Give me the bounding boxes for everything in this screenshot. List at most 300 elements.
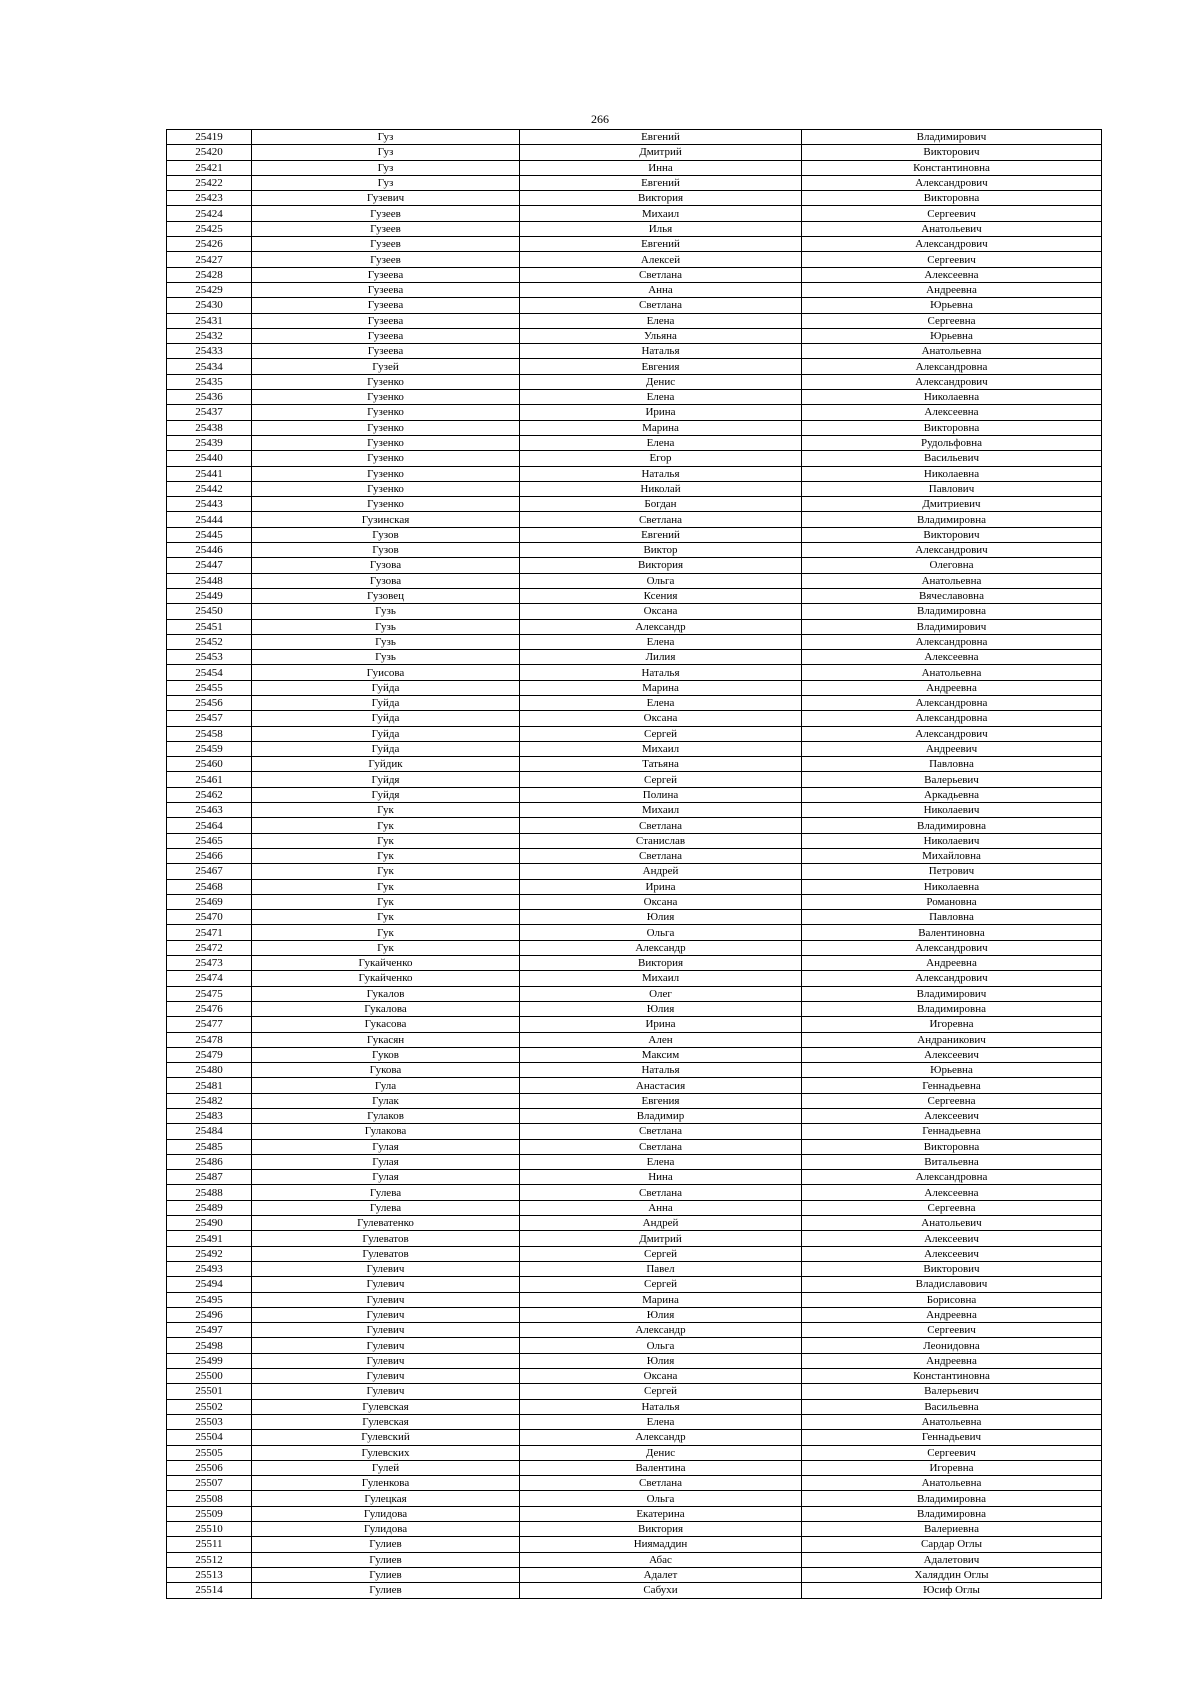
first-name-cell: Анастасия (520, 1078, 802, 1093)
table-row (167, 986, 1102, 1001)
first-name-cell: Светлана (520, 267, 802, 282)
surname-cell: Гук (252, 910, 520, 925)
patronymic-cell: Викторовна (802, 1139, 1102, 1154)
patronymic-cell: Алексеевна (802, 1185, 1102, 1200)
first-name-cell: Александр (520, 1430, 802, 1445)
patronymic-cell: Геннадьевна (802, 1078, 1102, 1093)
table-row (167, 1246, 1102, 1261)
first-name-cell: Ксения (520, 588, 802, 603)
first-name-cell: Оксана (520, 1369, 802, 1384)
table-row (167, 803, 1102, 818)
surname-cell: Гузенко (252, 481, 520, 496)
patronymic-cell: Павловна (802, 910, 1102, 925)
surname-cell: Гуйдя (252, 772, 520, 787)
first-name-cell: Юлия (520, 1307, 802, 1322)
first-name-cell: Андрей (520, 864, 802, 879)
first-name-cell: Елена (520, 1154, 802, 1169)
surname-cell: Гузенко (252, 420, 520, 435)
record-number-cell: 25438 (167, 420, 252, 435)
surname-cell: Гук (252, 879, 520, 894)
first-name-cell: Светлана (520, 818, 802, 833)
record-number-cell: 25435 (167, 374, 252, 389)
patronymic-cell: Анатольевич (802, 1216, 1102, 1231)
patronymic-cell: Викторовна (802, 420, 1102, 435)
table-row (167, 711, 1102, 726)
record-number-cell: 25485 (167, 1139, 252, 1154)
table-row (167, 282, 1102, 297)
record-number-cell: 25471 (167, 925, 252, 940)
surname-cell: Гулидова (252, 1506, 520, 1521)
first-name-cell: Марина (520, 680, 802, 695)
patronymic-cell: Павловна (802, 757, 1102, 772)
record-number-cell: 25477 (167, 1017, 252, 1032)
record-number-cell: 25500 (167, 1369, 252, 1384)
table-row (167, 879, 1102, 894)
patronymic-cell: Викторович (802, 145, 1102, 160)
first-name-cell: Сергей (520, 1384, 802, 1399)
record-number-cell: 25491 (167, 1231, 252, 1246)
patronymic-cell: Николаевна (802, 466, 1102, 481)
table-row (167, 1338, 1102, 1353)
patronymic-cell: Викторовна (802, 191, 1102, 206)
record-number-cell: 25428 (167, 267, 252, 282)
first-name-cell: Михаил (520, 971, 802, 986)
table-row (167, 1506, 1102, 1521)
patronymic-cell: Андреевна (802, 1307, 1102, 1322)
first-name-cell: Елена (520, 634, 802, 649)
first-name-cell: Наталья (520, 344, 802, 359)
surname-cell: Гулевич (252, 1353, 520, 1368)
patronymic-cell: Валерьевич (802, 1384, 1102, 1399)
table-row (167, 527, 1102, 542)
table-row (167, 558, 1102, 573)
surname-cell: Гузей (252, 359, 520, 374)
first-name-cell: Наталья (520, 1399, 802, 1414)
table-row (167, 573, 1102, 588)
patronymic-cell: Юсиф Оглы (802, 1583, 1102, 1598)
record-number-cell: 25492 (167, 1246, 252, 1261)
surname-cell: Гуз (252, 145, 520, 160)
record-number-cell: 25443 (167, 497, 252, 512)
record-number-cell: 25420 (167, 145, 252, 160)
surname-cell: Гуйда (252, 680, 520, 695)
record-number-cell: 25473 (167, 956, 252, 971)
surname-cell: Гулевская (252, 1399, 520, 1414)
first-name-cell: Анна (520, 1200, 802, 1215)
patronymic-cell: Анатольевна (802, 1414, 1102, 1429)
first-name-cell: Николай (520, 481, 802, 496)
table-row (167, 818, 1102, 833)
table-row (167, 665, 1102, 680)
record-number-cell: 25440 (167, 451, 252, 466)
surname-cell: Гузь (252, 650, 520, 665)
surname-cell: Гузенко (252, 451, 520, 466)
record-number-cell: 25442 (167, 481, 252, 496)
table-row (167, 741, 1102, 756)
record-number-cell: 25489 (167, 1200, 252, 1215)
record-number-cell: 25475 (167, 986, 252, 1001)
surname-cell: Гузенко (252, 390, 520, 405)
patronymic-cell: Анатольевна (802, 344, 1102, 359)
patronymic-cell: Алексеевна (802, 650, 1102, 665)
surname-cell: Гулакова (252, 1124, 520, 1139)
table-row (167, 481, 1102, 496)
surname-cell: Гузь (252, 634, 520, 649)
table-row (167, 206, 1102, 221)
patronymic-cell: Александрович (802, 374, 1102, 389)
patronymic-cell: Александрович (802, 237, 1102, 252)
patronymic-cell: Анатольевна (802, 573, 1102, 588)
patronymic-cell: Сергеевич (802, 1445, 1102, 1460)
surname-cell: Гузь (252, 619, 520, 634)
surname-cell: Гулевич (252, 1292, 520, 1307)
first-name-cell: Адалет (520, 1567, 802, 1582)
surname-cell: Гулева (252, 1200, 520, 1215)
patronymic-cell: Александровна (802, 695, 1102, 710)
surname-cell: Гулая (252, 1170, 520, 1185)
table-row (167, 1399, 1102, 1414)
table-row (167, 374, 1102, 389)
record-number-cell: 25493 (167, 1261, 252, 1276)
record-number-cell: 25455 (167, 680, 252, 695)
surname-cell: Гулева (252, 1185, 520, 1200)
patronymic-cell: Павлович (802, 481, 1102, 496)
patronymic-cell: Владимировна (802, 818, 1102, 833)
patronymic-cell: Юрьевна (802, 328, 1102, 343)
surname-cell: Гузов (252, 527, 520, 542)
table-row (167, 848, 1102, 863)
record-number-cell: 25478 (167, 1032, 252, 1047)
first-name-cell: Наталья (520, 665, 802, 680)
record-number-cell: 25419 (167, 130, 252, 145)
surname-cell: Гук (252, 894, 520, 909)
table-row (167, 1139, 1102, 1154)
first-name-cell: Абас (520, 1552, 802, 1567)
register-table (166, 129, 1102, 1599)
patronymic-cell: Николаевич (802, 803, 1102, 818)
patronymic-cell: Николаевна (802, 879, 1102, 894)
patronymic-cell: Алексеевич (802, 1047, 1102, 1062)
patronymic-cell: Александрович (802, 175, 1102, 190)
record-number-cell: 25422 (167, 175, 252, 190)
first-name-cell: Денис (520, 1445, 802, 1460)
surname-cell: Гуйда (252, 726, 520, 741)
record-number-cell: 25479 (167, 1047, 252, 1062)
record-number-cell: 25446 (167, 543, 252, 558)
patronymic-cell: Александрович (802, 543, 1102, 558)
patronymic-cell: Андраникович (802, 1032, 1102, 1047)
record-number-cell: 25497 (167, 1323, 252, 1338)
surname-cell: Гулидова (252, 1522, 520, 1537)
patronymic-cell: Сардар Оглы (802, 1537, 1102, 1552)
surname-cell: Гузенко (252, 374, 520, 389)
record-number-cell: 25504 (167, 1430, 252, 1445)
surname-cell: Гулиев (252, 1537, 520, 1552)
first-name-cell: Алексей (520, 252, 802, 267)
surname-cell: Гузеева (252, 344, 520, 359)
surname-cell: Гулак (252, 1093, 520, 1108)
table-row (167, 1185, 1102, 1200)
record-number-cell: 25505 (167, 1445, 252, 1460)
table-row (167, 130, 1102, 145)
patronymic-cell: Анатольевна (802, 1476, 1102, 1491)
first-name-cell: Сергей (520, 1246, 802, 1261)
table-row (167, 1445, 1102, 1460)
patronymic-cell: Сергеевна (802, 1200, 1102, 1215)
record-number-cell: 25460 (167, 757, 252, 772)
table-row (167, 650, 1102, 665)
table-row (167, 833, 1102, 848)
first-name-cell: Александр (520, 619, 802, 634)
first-name-cell: Егор (520, 451, 802, 466)
first-name-cell: Татьяна (520, 757, 802, 772)
record-number-cell: 25459 (167, 741, 252, 756)
table-row (167, 1552, 1102, 1567)
surname-cell: Гузинская (252, 512, 520, 527)
surname-cell: Гузова (252, 558, 520, 573)
patronymic-cell: Олеговна (802, 558, 1102, 573)
first-name-cell: Оксана (520, 604, 802, 619)
table-row (167, 512, 1102, 527)
table-row (167, 1032, 1102, 1047)
first-name-cell: Оксана (520, 894, 802, 909)
first-name-cell: Лилия (520, 650, 802, 665)
record-number-cell: 25472 (167, 940, 252, 955)
surname-cell: Гуйда (252, 695, 520, 710)
patronymic-cell: Романовна (802, 894, 1102, 909)
first-name-cell: Екатерина (520, 1506, 802, 1521)
patronymic-cell: Алексеевич (802, 1109, 1102, 1124)
record-number-cell: 25464 (167, 818, 252, 833)
patronymic-cell: Владимирович (802, 130, 1102, 145)
record-number-cell: 25508 (167, 1491, 252, 1506)
first-name-cell: Светлана (520, 848, 802, 863)
patronymic-cell: Владимирович (802, 619, 1102, 634)
surname-cell: Гулеватов (252, 1246, 520, 1261)
table-row (167, 1369, 1102, 1384)
surname-cell: Гуисова (252, 665, 520, 680)
surname-cell: Гулеватов (252, 1231, 520, 1246)
patronymic-cell: Александрович (802, 726, 1102, 741)
surname-cell: Гулевич (252, 1277, 520, 1292)
record-number-cell: 25431 (167, 313, 252, 328)
register-body (167, 130, 1102, 1599)
surname-cell: Гук (252, 940, 520, 955)
record-number-cell: 25424 (167, 206, 252, 221)
patronymic-cell: Дмитриевич (802, 497, 1102, 512)
record-number-cell: 25449 (167, 588, 252, 603)
surname-cell: Гузова (252, 573, 520, 588)
first-name-cell: Оксана (520, 711, 802, 726)
surname-cell: Гузенко (252, 497, 520, 512)
patronymic-cell: Владимирович (802, 986, 1102, 1001)
table-row (167, 1063, 1102, 1078)
table-row (167, 160, 1102, 175)
patronymic-cell: Анатольевна (802, 665, 1102, 680)
table-row (167, 695, 1102, 710)
table-row (167, 1491, 1102, 1506)
table-row (167, 588, 1102, 603)
record-number-cell: 25509 (167, 1506, 252, 1521)
record-number-cell: 25510 (167, 1522, 252, 1537)
patronymic-cell: Петрович (802, 864, 1102, 879)
first-name-cell: Евгения (520, 1093, 802, 1108)
table-row (167, 1414, 1102, 1429)
record-number-cell: 25426 (167, 237, 252, 252)
first-name-cell: Виктория (520, 956, 802, 971)
table-row (167, 1292, 1102, 1307)
surname-cell: Гузеев (252, 252, 520, 267)
first-name-cell: Владимир (520, 1109, 802, 1124)
first-name-cell: Ален (520, 1032, 802, 1047)
first-name-cell: Полина (520, 787, 802, 802)
record-number-cell: 25502 (167, 1399, 252, 1414)
surname-cell: Гулеватенко (252, 1216, 520, 1231)
first-name-cell: Александр (520, 940, 802, 955)
record-number-cell: 25501 (167, 1384, 252, 1399)
table-row (167, 543, 1102, 558)
table-row (167, 894, 1102, 909)
first-name-cell: Илья (520, 221, 802, 236)
table-row (167, 145, 1102, 160)
patronymic-cell: Алексеевич (802, 1246, 1102, 1261)
record-number-cell: 25490 (167, 1216, 252, 1231)
first-name-cell: Ирина (520, 405, 802, 420)
table-row (167, 1231, 1102, 1246)
record-number-cell: 25468 (167, 879, 252, 894)
surname-cell: Гуйда (252, 711, 520, 726)
patronymic-cell: Борисовна (802, 1292, 1102, 1307)
record-number-cell: 25427 (167, 252, 252, 267)
table-row (167, 405, 1102, 420)
surname-cell: Гуйдя (252, 787, 520, 802)
first-name-cell: Виктория (520, 191, 802, 206)
table-row (167, 910, 1102, 925)
patronymic-cell: Андреевна (802, 680, 1102, 695)
patronymic-cell: Викторович (802, 1261, 1102, 1276)
record-number-cell: 25513 (167, 1567, 252, 1582)
table-row (167, 1001, 1102, 1016)
surname-cell: Гула (252, 1078, 520, 1093)
surname-cell: Гуз (252, 160, 520, 175)
surname-cell: Гулевич (252, 1307, 520, 1322)
record-number-cell: 25423 (167, 191, 252, 206)
first-name-cell: Виктор (520, 543, 802, 558)
patronymic-cell: Анатольевич (802, 221, 1102, 236)
patronymic-cell: Сергеевич (802, 1323, 1102, 1338)
record-number-cell: 25467 (167, 864, 252, 879)
table-row (167, 1261, 1102, 1276)
record-number-cell: 25436 (167, 390, 252, 405)
patronymic-cell: Геннадьевна (802, 1124, 1102, 1139)
first-name-cell: Андрей (520, 1216, 802, 1231)
first-name-cell: Виктория (520, 1522, 802, 1537)
record-number-cell: 25433 (167, 344, 252, 359)
surname-cell: Гулаков (252, 1109, 520, 1124)
table-row (167, 1567, 1102, 1582)
record-number-cell: 25499 (167, 1353, 252, 1368)
record-number-cell: 25498 (167, 1338, 252, 1353)
patronymic-cell: Владимировна (802, 1506, 1102, 1521)
surname-cell: Гузеева (252, 328, 520, 343)
table-row (167, 1200, 1102, 1215)
table-row (167, 1093, 1102, 1108)
surname-cell: Гукасова (252, 1017, 520, 1032)
surname-cell: Гуйда (252, 741, 520, 756)
table-row (167, 328, 1102, 343)
table-row (167, 344, 1102, 359)
table-row (167, 359, 1102, 374)
surname-cell: Гулиев (252, 1552, 520, 1567)
first-name-cell: Наталья (520, 466, 802, 481)
table-row (167, 435, 1102, 450)
first-name-cell: Ирина (520, 879, 802, 894)
patronymic-cell: Андреевна (802, 1353, 1102, 1368)
record-number-cell: 25453 (167, 650, 252, 665)
record-number-cell: 25447 (167, 558, 252, 573)
table-row (167, 634, 1102, 649)
first-name-cell: Валентина (520, 1460, 802, 1475)
surname-cell: Гузенко (252, 435, 520, 450)
first-name-cell: Наталья (520, 1063, 802, 1078)
first-name-cell: Виктория (520, 558, 802, 573)
surname-cell: Гулевич (252, 1384, 520, 1399)
record-number-cell: 25484 (167, 1124, 252, 1139)
table-row (167, 1109, 1102, 1124)
table-row (167, 1460, 1102, 1475)
record-number-cell: 25486 (167, 1154, 252, 1169)
surname-cell: Гук (252, 833, 520, 848)
first-name-cell: Сергей (520, 772, 802, 787)
surname-cell: Гузеева (252, 298, 520, 313)
record-number-cell: 25454 (167, 665, 252, 680)
first-name-cell: Светлана (520, 1185, 802, 1200)
first-name-cell: Елена (520, 390, 802, 405)
table-row (167, 772, 1102, 787)
table-row (167, 940, 1102, 955)
surname-cell: Гулевских (252, 1445, 520, 1460)
first-name-cell: Сергей (520, 726, 802, 741)
table-row (167, 1476, 1102, 1491)
surname-cell: Гузеев (252, 237, 520, 252)
surname-cell: Гукалова (252, 1001, 520, 1016)
patronymic-cell: Леонидовна (802, 1338, 1102, 1353)
table-row (167, 1353, 1102, 1368)
first-name-cell: Евгений (520, 175, 802, 190)
surname-cell: Гукайченко (252, 971, 520, 986)
surname-cell: Гукалов (252, 986, 520, 1001)
table-row (167, 175, 1102, 190)
record-number-cell: 25487 (167, 1170, 252, 1185)
surname-cell: Гук (252, 848, 520, 863)
patronymic-cell: Алексеевич (802, 1231, 1102, 1246)
first-name-cell: Александр (520, 1323, 802, 1338)
patronymic-cell: Алексеевна (802, 405, 1102, 420)
first-name-cell: Денис (520, 374, 802, 389)
table-row (167, 1522, 1102, 1537)
patronymic-cell: Сергеевна (802, 1093, 1102, 1108)
first-name-cell: Сабухи (520, 1583, 802, 1598)
first-name-cell: Юлия (520, 1353, 802, 1368)
record-number-cell: 25425 (167, 221, 252, 236)
record-number-cell: 25507 (167, 1476, 252, 1491)
patronymic-cell: Игоревна (802, 1017, 1102, 1032)
table-row (167, 466, 1102, 481)
patronymic-cell: Владиславович (802, 1277, 1102, 1292)
first-name-cell: Ольга (520, 1338, 802, 1353)
record-number-cell: 25512 (167, 1552, 252, 1567)
table-row (167, 787, 1102, 802)
